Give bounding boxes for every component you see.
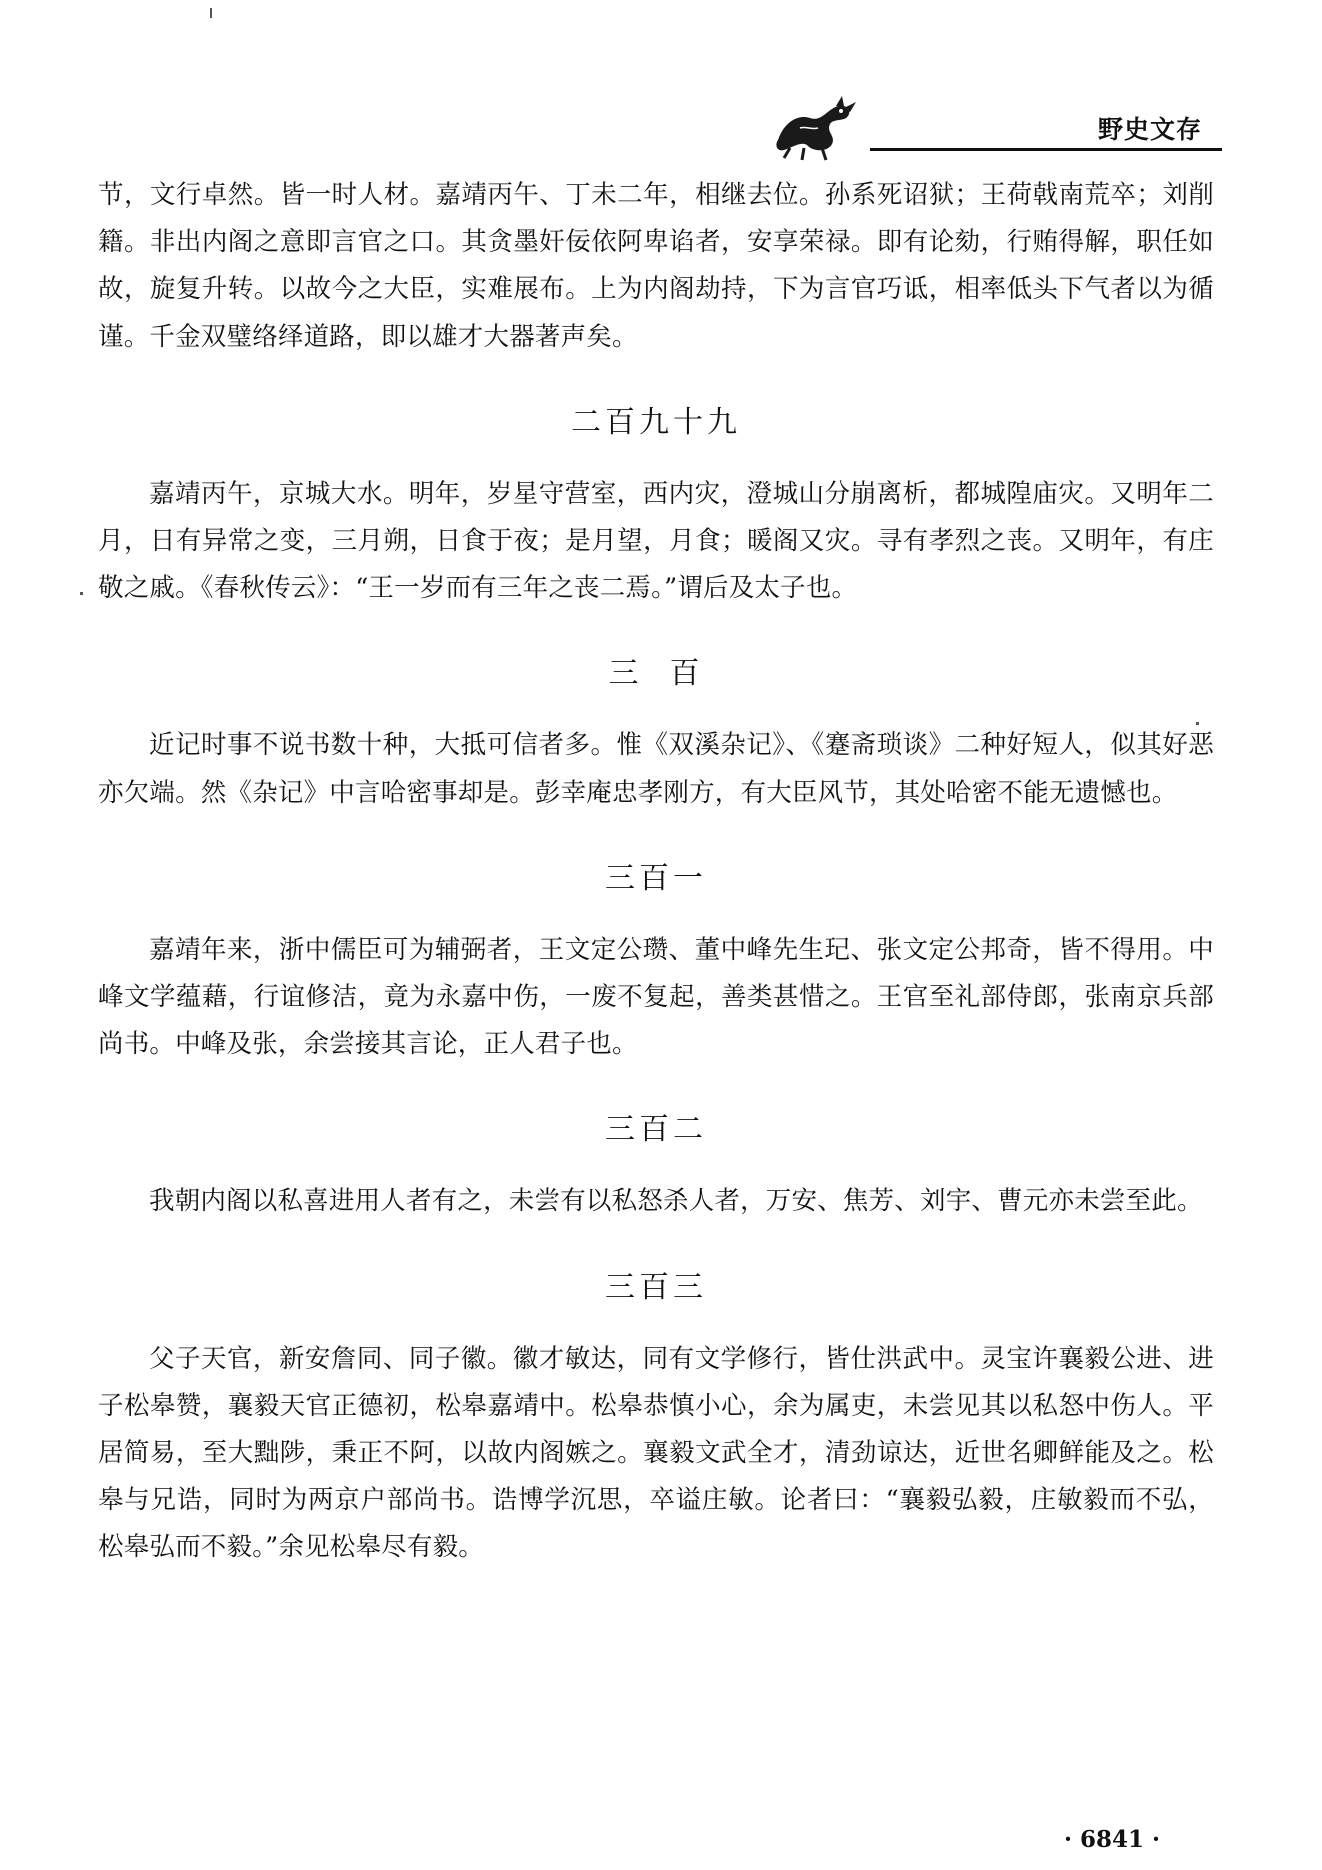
section-title-299: 二百九十九 xyxy=(571,404,741,440)
intro-paragraph: 节，文行卓然。皆一时人材。嘉靖丙午、丁未二年，相继去位。孙系死诏狱；王荷戟南荒卒；刘削籍。非出内阁之意即言官之口。其贪墨奸佞依阿卑谄者，安享荣禄。即有论劾，行贿得解，职任如故，旋复升转。以故今之大臣，实难展布。上为内阁劫持，下为言官巧诋，相率低头下气者以为循谨。千金双璧络绎道路，即以雄才大器著声矣。 xyxy=(98,180,1214,352)
header-rule xyxy=(870,148,1222,151)
page-number: · 6841 · xyxy=(1064,1826,1161,1853)
header-title: 野史文存 xyxy=(1097,115,1202,144)
section-text-302: 我朝内阁以私喜进用人者有之，未尝有以私怒杀人者，万安、焦芳、刘宇、曹元亦未尝至此。 xyxy=(149,1186,1203,1217)
dragon-emblem-icon xyxy=(770,92,860,162)
section-title-301: 三百一 xyxy=(605,860,707,896)
page-content xyxy=(98,172,1214,1572)
running-header xyxy=(770,92,1220,164)
section-text-299: 嘉靖丙午，京城大水。明年，岁星守营室，西内灾，澄城山分崩离析，都城隍庙灾。又明年二月，日有异常之变，三月朔，日食于夜；是月望，月食；暖阁又灾。寻有孝烈之丧。又明年，有庄敬之戚。《春秋传云》：“王一岁而有三年之丧二焉。”谓后及太子也。 xyxy=(98,478,1214,604)
section-title-303: 三百三 xyxy=(605,1269,707,1305)
section-title-302: 三百二 xyxy=(605,1112,707,1148)
scan-speck xyxy=(80,592,83,595)
scan-speck xyxy=(210,8,212,18)
section-title-300: 三 百 xyxy=(608,656,704,692)
scan-speck xyxy=(1196,722,1199,725)
section-text-300: 近记时事不说书数十种，大抵可信者多。惟《双溪杂记》、《蹇斋琐谈》二种好短人，似其好恶亦欠端。然《杂记》中言哈密事却是。彭幸庵忠孝刚方，有大臣风节，其处哈密不能无遗憾也。 xyxy=(98,730,1214,808)
section-text-301: 嘉靖年来，浙中儒臣可为辅弼者，王文定公瓒、董中峰先生玘、张文定公邦奇，皆不得用。中峰文学蕴藉，行谊修洁，竟为永嘉中伤，一废不复起，善类甚惜之。王官至礼部侍郎，张南京兵部尚书。中峰及张，余尝接其言论，正人君子也。 xyxy=(98,934,1214,1060)
section-text-303: 父子天官，新安詹同、同子徽。徽才敏达，同有文学修行，皆仕洪武中。灵宝许襄毅公进、进子松皋赞，襄毅天官正德初，松皋嘉靖中。松皋恭慎小心，余为属吏，未尝见其以私怒中伤人。平居简易，至大黜陟，秉正不阿，以故内阁嫉之。襄毅文武全才，清劲谅达，近世名卿鲜能及之。松皋与兄诰，同时为两京户部尚书。诰博学沉思，卒谥庄敏。论者曰：“襄毅弘毅，庄敏毅而不弘，松皋弘而不毅。”余见松皋尽有毅。 xyxy=(98,1343,1214,1563)
